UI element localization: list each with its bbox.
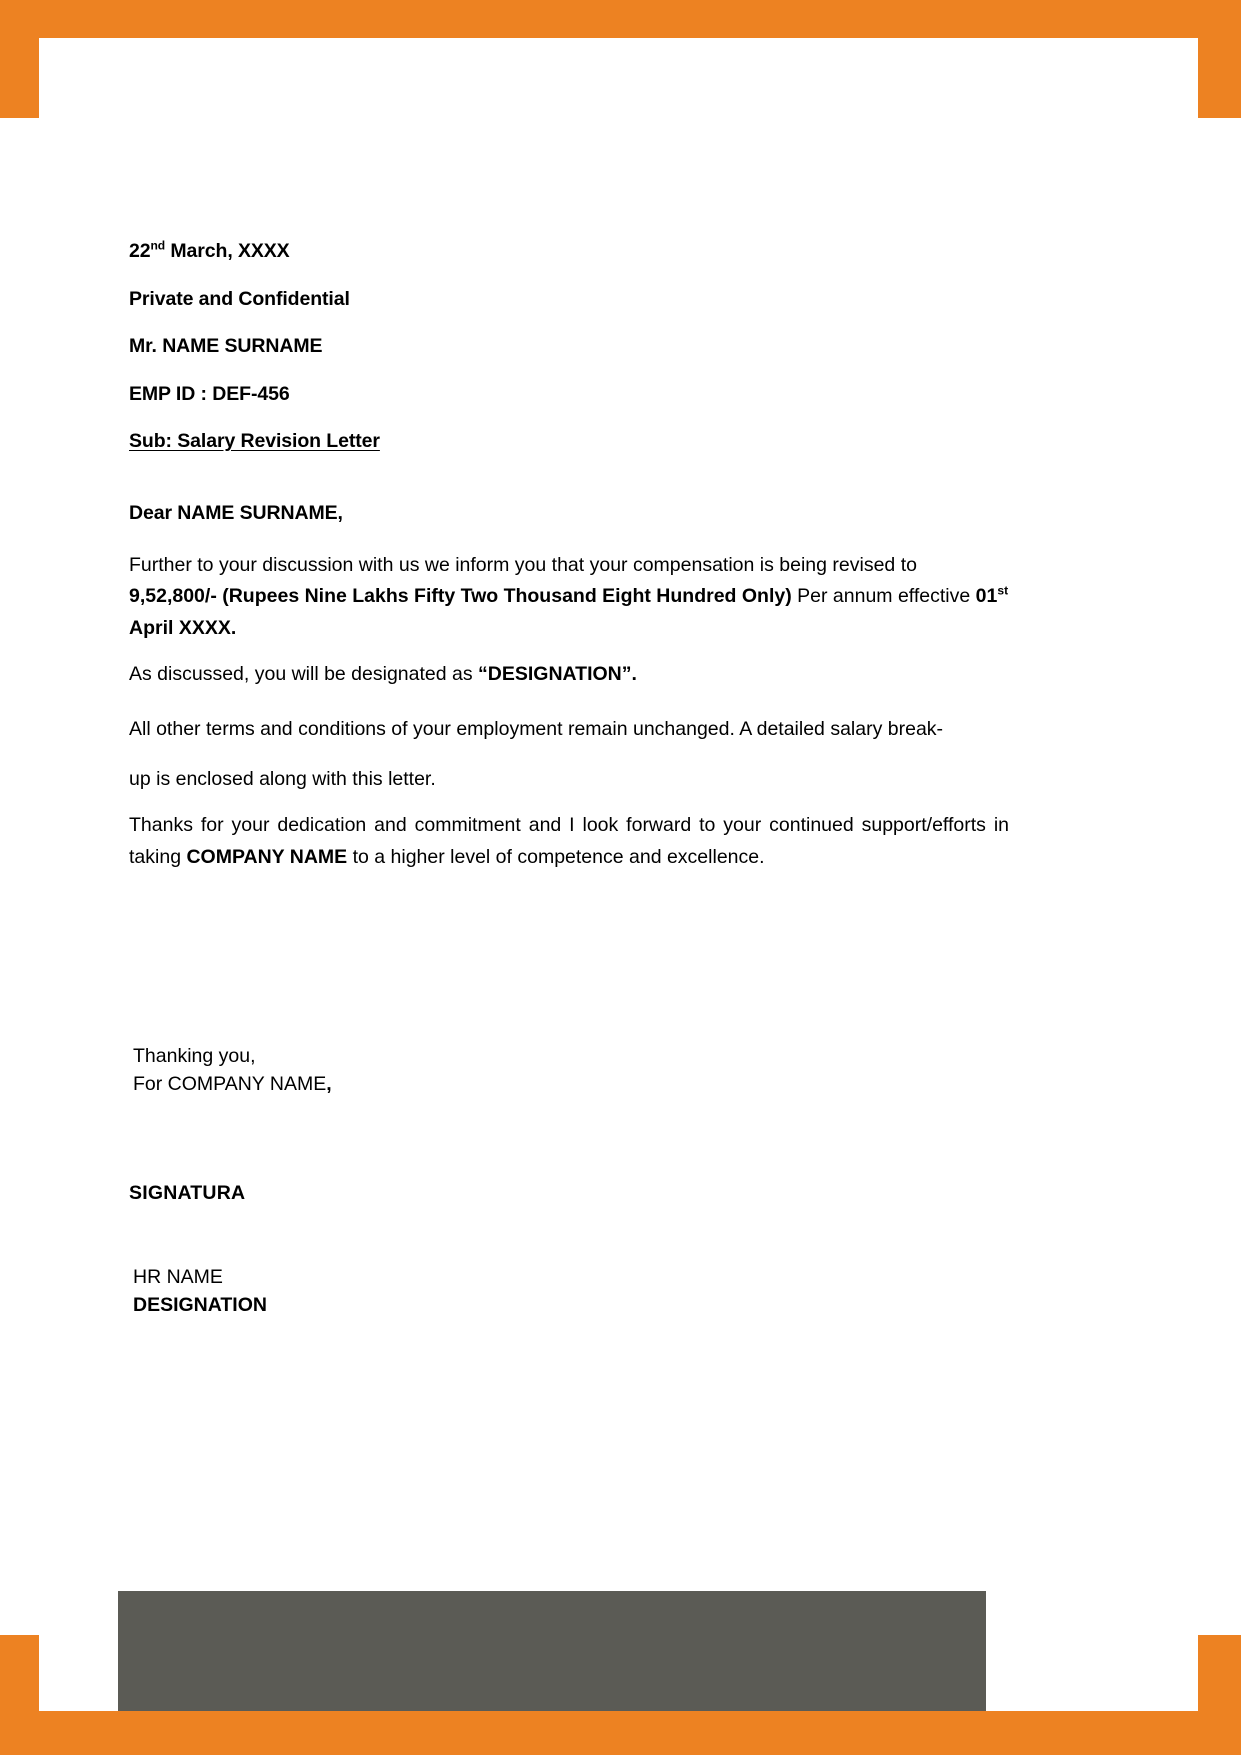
designation-value: “DESIGNATION”. xyxy=(478,663,637,686)
letter-body xyxy=(129,240,1009,888)
subject-wrap xyxy=(129,430,1009,478)
designation-paragraph xyxy=(129,659,1009,691)
footer-gray-slab xyxy=(118,1591,986,1711)
letter-date-rest: March, XXXX xyxy=(165,240,290,262)
compensation-amount: 9,52,800/- (Rupees Nine Lakhs Fifty Two Thousand Eight Hundred Only) xyxy=(129,585,792,608)
closing-block xyxy=(133,1043,332,1099)
frame-bottom-bar xyxy=(0,1711,1241,1755)
letter-date xyxy=(129,240,1009,263)
company-name-highlight: COMPANY NAME xyxy=(186,846,348,868)
for-company-line xyxy=(133,1071,332,1099)
terms-line-two: up is enclosed along with this letter. xyxy=(129,767,436,790)
for-company-text: For COMPANY NAME xyxy=(133,1072,327,1095)
effective-date-day: 01 xyxy=(975,585,998,608)
terms-paragraph xyxy=(129,705,1009,804)
terms-line-one: All other terms and conditions of your employment remain unchanged. A detailed salary break- xyxy=(129,718,944,741)
hr-designation: DESIGNATION xyxy=(133,1294,267,1317)
signature-placeholder: SIGNATURA xyxy=(129,1182,246,1204)
thanks-intro-text: Thanks for your dedication and commitment and I look forward to your continued support/efforts in taking xyxy=(129,814,1009,868)
letter-date-day: 22 xyxy=(129,240,151,262)
letter-date-ordinal: nd xyxy=(150,238,166,253)
subject-line: Sub: Salary Revision Letter xyxy=(129,430,380,452)
confidentiality-notice: Private and Confidential xyxy=(129,287,350,310)
frame-top-left-vertical xyxy=(0,0,39,118)
per-annum-text: Per annum effective xyxy=(791,585,976,608)
thanks-outro-text: to a higher level of competence and excellence. xyxy=(347,846,765,868)
recipient-name: Mr. NAME SURNAME xyxy=(129,335,323,357)
signoff-block xyxy=(133,1263,267,1319)
for-company-comma: , xyxy=(326,1072,332,1095)
salutation: Dear NAME SURNAME, xyxy=(129,502,343,524)
hr-name: HR NAME xyxy=(133,1266,223,1288)
frame-top-right-vertical xyxy=(1198,0,1241,118)
designation-intro-text: As discussed, you will be designated as xyxy=(129,663,479,686)
compensation-paragraph xyxy=(129,550,1009,646)
thanking-you-line: Thanking you, xyxy=(133,1045,256,1067)
frame-top-bar xyxy=(0,0,1241,38)
employee-id: EMP ID : DEF-456 xyxy=(129,382,290,405)
effective-date-rest: April XXXX. xyxy=(129,617,237,640)
thanks-paragraph xyxy=(129,810,1009,874)
effective-date-ordinal: st xyxy=(997,583,1009,598)
compensation-intro-text: Further to your discussion with us we inform you that your compensation is being revised to xyxy=(129,553,917,576)
